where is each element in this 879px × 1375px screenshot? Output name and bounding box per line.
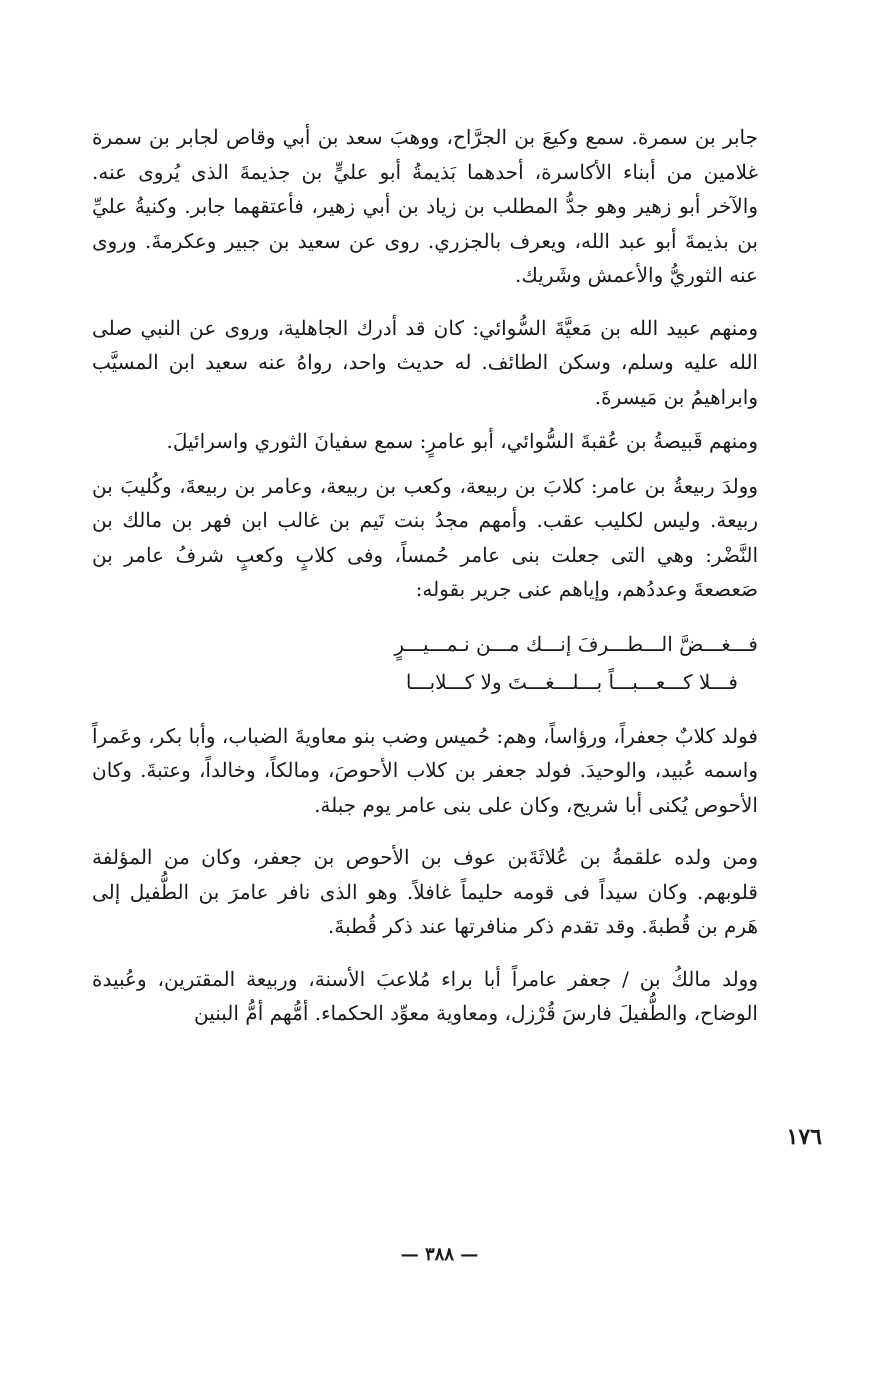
margin-reference-number: ١٧٦ bbox=[786, 1124, 822, 1150]
page-body bbox=[92, 120, 758, 1031]
paragraph-ubaydallah: ومنهم عبيد الله بن مَعيَّةَ السُّوائي: كان قد أدرك الجاهلية، وروى عن النبي صلى الله عليه وسلم، وسكن الطائف. له حديث واحد، رواهُ عنه سعيد ابن المسيَّب وابراهيمُ بن مَيسرةَ. bbox=[92, 315, 758, 409]
verse-line-1: فـــغـــضَّ الـــطـــرفَ إنـــك مـــن نـمـــيـــرٍ bbox=[394, 631, 758, 656]
paragraph-malik: وولد مالكُ بن / جعفر عامراً أبا براء مُلاعبَ الأسنة، وربيعة المقترين، وعُبيدة الوضاح، والطُّفيلَ فارسَ قُرْزل، ومعاوية معوِّد الحكماء. أمُّهم أمُّ البنين bbox=[92, 966, 758, 1025]
poem-verse bbox=[92, 625, 758, 701]
paragraph-jabir: جابر بن سمرة. سمع وكيعَ بن الجرَّاح، ووهبَ سعد بن أبي وقاص لجابر بن سمرة غلامين من أبناء الأكاسرة، أحدهما بَذيمةُ أبو عليٍّ بن جذيمةَ الذى يُروى عنه. والآخر أبو زهير وهو جدُّ المطلب بن زياد بن أبي زهير، فأعتقهما جابر. وكنيةُ عليِّ بن بذيمةَ أبو عبد الله، ويعرف بالجزري. روى عن سعيد بن جبير وعكرمةَ. وروى عنه الثوريُّ والأعمش وشَريك. bbox=[92, 125, 758, 287]
paragraph-alqama: ومن ولده علقمةُ بن عُلاثَةَبن عوف بن الأحوص بن جعفر، وكان من المؤلفة قلوبهم. وكان سيداً فى قومه حليماً غافلاً. وهو الذى نافر عامرَ بن الطُّفيل إلى هَرم بن قُطبةَ. وقد تقدم ذكر منافرتها عند ذكر قُطبةَ. bbox=[92, 845, 758, 938]
paragraph-kilab: فولد كلابٌ جعفراً، ورؤاساً، وهم: حُميس وضب بنو معاويةَ الضباب، وأبا بكر، وعَمراً واسمه عُبيد، والوحيدَ. فولد جعفر بن كلاب الأحوصَ، ومالكاً، وخالداً، وعتبةَ. وكان الأحوص يُكنى أبا شريح، وكان على بنى عامر يوم جبلة. bbox=[92, 723, 758, 817]
verse-line-2: فـــلا كـــعـــبـــاً بـــلـــغـــتَ ولا كـــلابـــا bbox=[405, 669, 738, 694]
paragraph-qabisa: ومنهم قَبيصةُ بن عُقبةَ السُّوائي، أبو عامرٍ: سمع سفيانَ الثوري واسرائيلَ. bbox=[166, 429, 758, 453]
paragraph-rabia: وولدَ ربيعةُ بن عامر: كلابَ بن ربيعة، وكعب بن ربيعة، وعامر بن ربيعةَ، وكُليبَ بن ربيعة. وليس لكليب عقب. وأمهم مجدُ بنت تَيم بن غالب ابن فهر بن مالك بن النَّضْر: وهي التى جعلت بنى عامر حُمساً، وفى كلابٍ وكعبٍ شرفُ عامر بن صَعصعةَ وعددُهم، وإياهم عنى جرير بقوله: bbox=[92, 473, 758, 601]
page-number: — ٣٨٨ — bbox=[400, 1244, 479, 1265]
